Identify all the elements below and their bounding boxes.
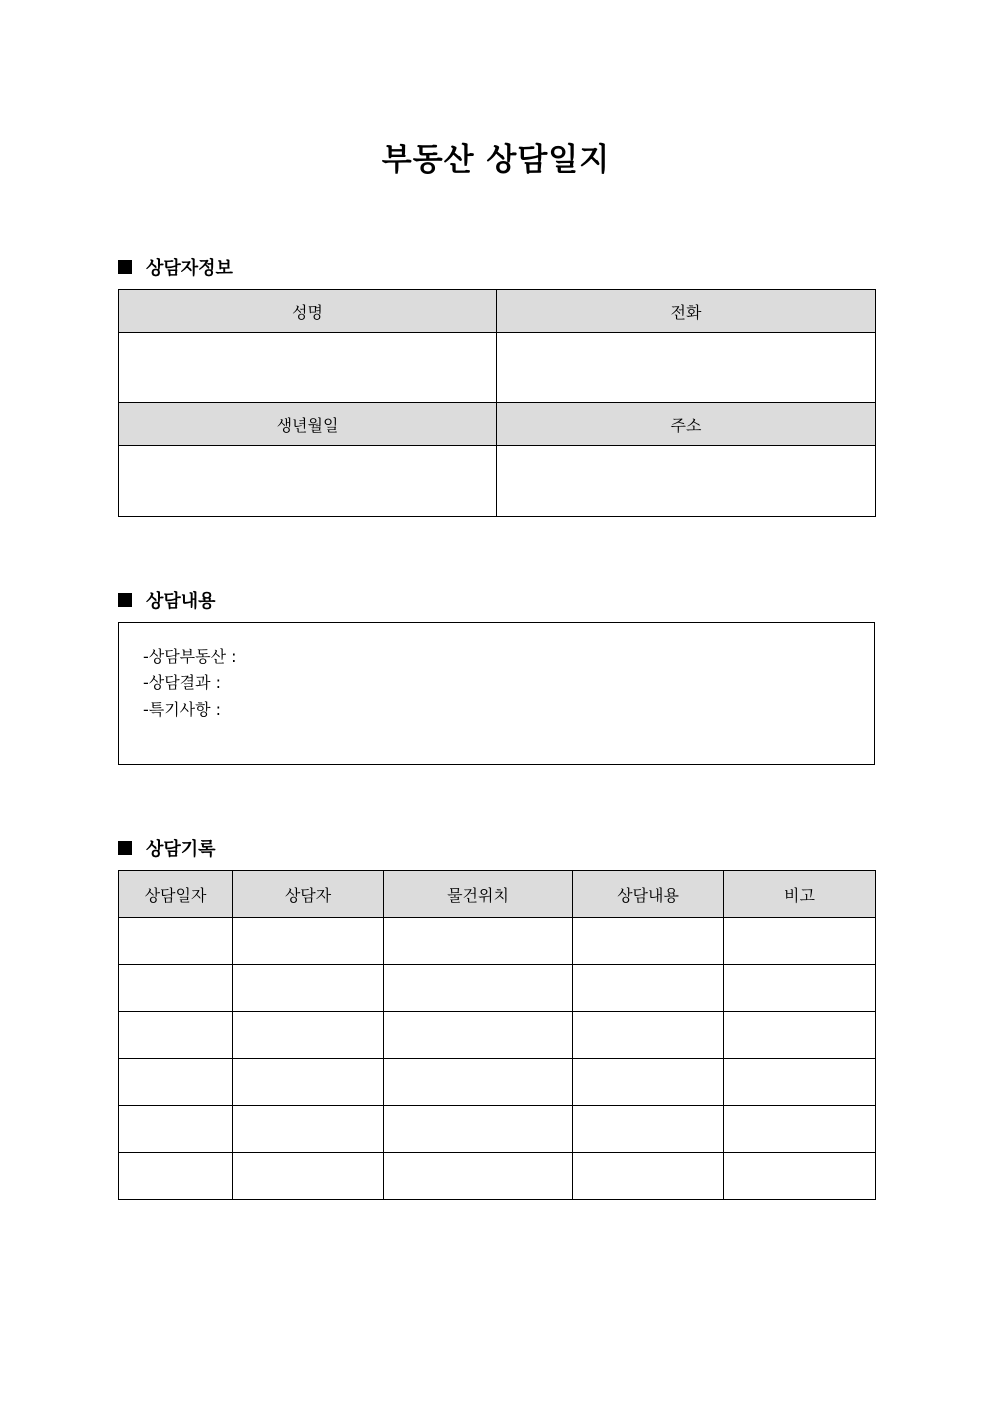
- table-cell[interactable]: [573, 1153, 724, 1200]
- section-heading-info-label: 상담자정보: [146, 258, 233, 279]
- table-cell[interactable]: [724, 1059, 876, 1106]
- table-cell[interactable]: [233, 1012, 384, 1059]
- square-bullet-icon: [118, 593, 132, 607]
- table-cell[interactable]: [724, 918, 876, 965]
- content-box[interactable]: [118, 622, 875, 765]
- table-cell[interactable]: [384, 918, 573, 965]
- records-table: [118, 870, 876, 1200]
- content-line-notes: -특기사항 :: [143, 700, 222, 719]
- table-cell[interactable]: [573, 1012, 724, 1059]
- table-cell[interactable]: [233, 918, 384, 965]
- info-table: [118, 289, 876, 517]
- phone-field[interactable]: [497, 333, 876, 403]
- column-header-date: 상담일자: [119, 871, 233, 918]
- table-row: [119, 918, 876, 965]
- table-row: [119, 1012, 876, 1059]
- section-heading-records: [118, 835, 216, 861]
- table-cell[interactable]: [724, 965, 876, 1012]
- table-row: [119, 1106, 876, 1153]
- table-cell[interactable]: [573, 965, 724, 1012]
- table-row: [119, 1153, 876, 1200]
- table-cell[interactable]: [233, 1059, 384, 1106]
- table-cell[interactable]: [119, 1059, 233, 1106]
- page-title: 부동산 상담일지: [381, 142, 611, 178]
- table-cell[interactable]: [724, 1106, 876, 1153]
- section-heading-info: [118, 254, 233, 280]
- table-cell[interactable]: [119, 965, 233, 1012]
- table-cell[interactable]: [573, 1059, 724, 1106]
- table-cell[interactable]: [384, 965, 573, 1012]
- address-label: 주소: [497, 403, 876, 446]
- content-line-property: -상담부동산 :: [143, 647, 237, 666]
- table-cell[interactable]: [119, 1106, 233, 1153]
- phone-label: 전화: [497, 290, 876, 333]
- column-header-counselor: 상담자: [233, 871, 384, 918]
- table-cell[interactable]: [119, 1012, 233, 1059]
- table-cell[interactable]: [384, 1106, 573, 1153]
- table-cell[interactable]: [724, 1012, 876, 1059]
- section-heading-records-label: 상담기록: [146, 839, 216, 860]
- section-heading-content: [118, 587, 216, 613]
- content-line-result: -상담결과 :: [143, 673, 222, 692]
- section-heading-content-label: 상담내용: [146, 591, 216, 612]
- table-cell[interactable]: [119, 918, 233, 965]
- column-header-location: 물건위치: [384, 871, 573, 918]
- column-header-content: 상담내용: [573, 871, 724, 918]
- birth-field[interactable]: [119, 446, 497, 517]
- birth-label: 생년월일: [119, 403, 497, 446]
- address-field[interactable]: [497, 446, 876, 517]
- table-cell[interactable]: [384, 1153, 573, 1200]
- name-label: 성명: [119, 290, 497, 333]
- table-cell[interactable]: [724, 1153, 876, 1200]
- table-cell[interactable]: [233, 965, 384, 1012]
- table-cell[interactable]: [233, 1153, 384, 1200]
- table-cell[interactable]: [384, 1012, 573, 1059]
- table-row: [119, 1059, 876, 1106]
- name-field[interactable]: [119, 333, 497, 403]
- column-header-remarks: 비고: [724, 871, 876, 918]
- table-cell[interactable]: [573, 918, 724, 965]
- table-cell[interactable]: [573, 1106, 724, 1153]
- square-bullet-icon: [118, 841, 132, 855]
- table-cell[interactable]: [384, 1059, 573, 1106]
- table-cell[interactable]: [233, 1106, 384, 1153]
- square-bullet-icon: [118, 260, 132, 274]
- table-row: [119, 965, 876, 1012]
- table-cell[interactable]: [119, 1153, 233, 1200]
